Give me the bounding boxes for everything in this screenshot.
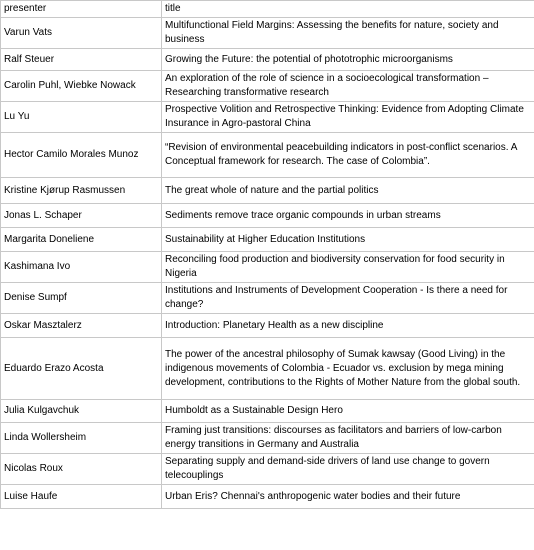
presenter-cell: Ralf Steuer <box>1 49 162 71</box>
presenter-cell: Luise Haufe <box>1 485 162 509</box>
presenter-cell: Oskar Masztalerz <box>1 314 162 338</box>
table-row <box>1 49 534 71</box>
title-cell: Introduction: Planetary Health as a new discipline <box>162 314 534 338</box>
presenter-cell: Margarita Doneliene <box>1 228 162 252</box>
title-cell: Humboldt as a Sustainable Design Hero <box>162 400 534 423</box>
presenter-cell: Julia Kulgavchuk <box>1 400 162 423</box>
title-cell: Separating supply and demand-side drivers of land use change to govern telecouplings <box>162 454 534 485</box>
table-row <box>1 228 534 252</box>
table-row <box>1 314 534 338</box>
presenter-cell: Jonas L. Schaper <box>1 204 162 228</box>
table-row <box>1 283 534 314</box>
table-row <box>1 133 534 178</box>
table-row <box>1 338 534 400</box>
presenter-header: presenter <box>1 1 162 18</box>
table-row <box>1 400 534 423</box>
table-row <box>1 71 534 102</box>
table-row <box>1 102 534 133</box>
presenter-cell: Denise Sumpf <box>1 283 162 314</box>
title-cell: An exploration of the role of science in a socioecological transformation – Researching transformative research <box>162 71 534 102</box>
presenter-cell: Kashimana Ivo <box>1 252 162 283</box>
title-cell: Growing the Future: the potential of phototrophic microorganisms <box>162 49 534 71</box>
table-row <box>1 252 534 283</box>
presenter-cell: Kristine Kjørup Rasmussen <box>1 178 162 204</box>
title-cell: The great whole of nature and the partial politics <box>162 178 534 204</box>
presenter-cell: Linda Wollersheim <box>1 423 162 454</box>
title-cell: Multifunctional Field Margins: Assessing the benefits for nature, society and business <box>162 18 534 49</box>
title-cell: Framing just transitions: discourses as facilitators and barriers of low-carbon energy transitions in Germany and Australia <box>162 423 534 454</box>
presenter-cell: Varun Vats <box>1 18 162 49</box>
presenter-cell: Hector Camilo Morales Munoz <box>1 133 162 178</box>
table-row <box>1 423 534 454</box>
title-cell: Sustainability at Higher Education Institutions <box>162 228 534 252</box>
presenter-cell: Eduardo Erazo Acosta <box>1 338 162 400</box>
title-cell: Reconciling food production and biodiversity conservation for food security in Nigeria <box>162 252 534 283</box>
title-cell: Sediments remove trace organic compounds in urban streams <box>162 204 534 228</box>
table-row <box>1 485 534 509</box>
presenter-cell: Carolin Puhl, Wiebke Nowack <box>1 71 162 102</box>
presenter-cell: Nicolas Roux <box>1 454 162 485</box>
table-row <box>1 18 534 49</box>
title-header: title <box>162 1 534 18</box>
presenter-cell: Lu Yu <box>1 102 162 133</box>
title-cell: “Revision of environmental peacebuilding indicators in post-conflict scenarios. A Conceptual framework for research. The case of Colombia”. <box>162 133 534 178</box>
table-row <box>1 454 534 485</box>
title-cell: The power of the ancestral philosophy of Sumak kawsay (Good Living) in the indigenous movements of Colombia - Ecuador vs. exclusion by mega mining development, contributions to the Rights of Mother Nature from the global south. <box>162 338 534 400</box>
title-cell: Institutions and Instruments of Development Cooperation - Is there a need for change? <box>162 283 534 314</box>
table-row <box>1 204 534 228</box>
header-row <box>1 1 534 18</box>
title-cell: Prospective Volition and Retrospective Thinking: Evidence from Adopting Climate Insurance in Agro-pastoral China <box>162 102 534 133</box>
title-cell: Urban Eris? Chennai's anthropogenic water bodies and their future <box>162 485 534 509</box>
table-row <box>1 178 534 204</box>
